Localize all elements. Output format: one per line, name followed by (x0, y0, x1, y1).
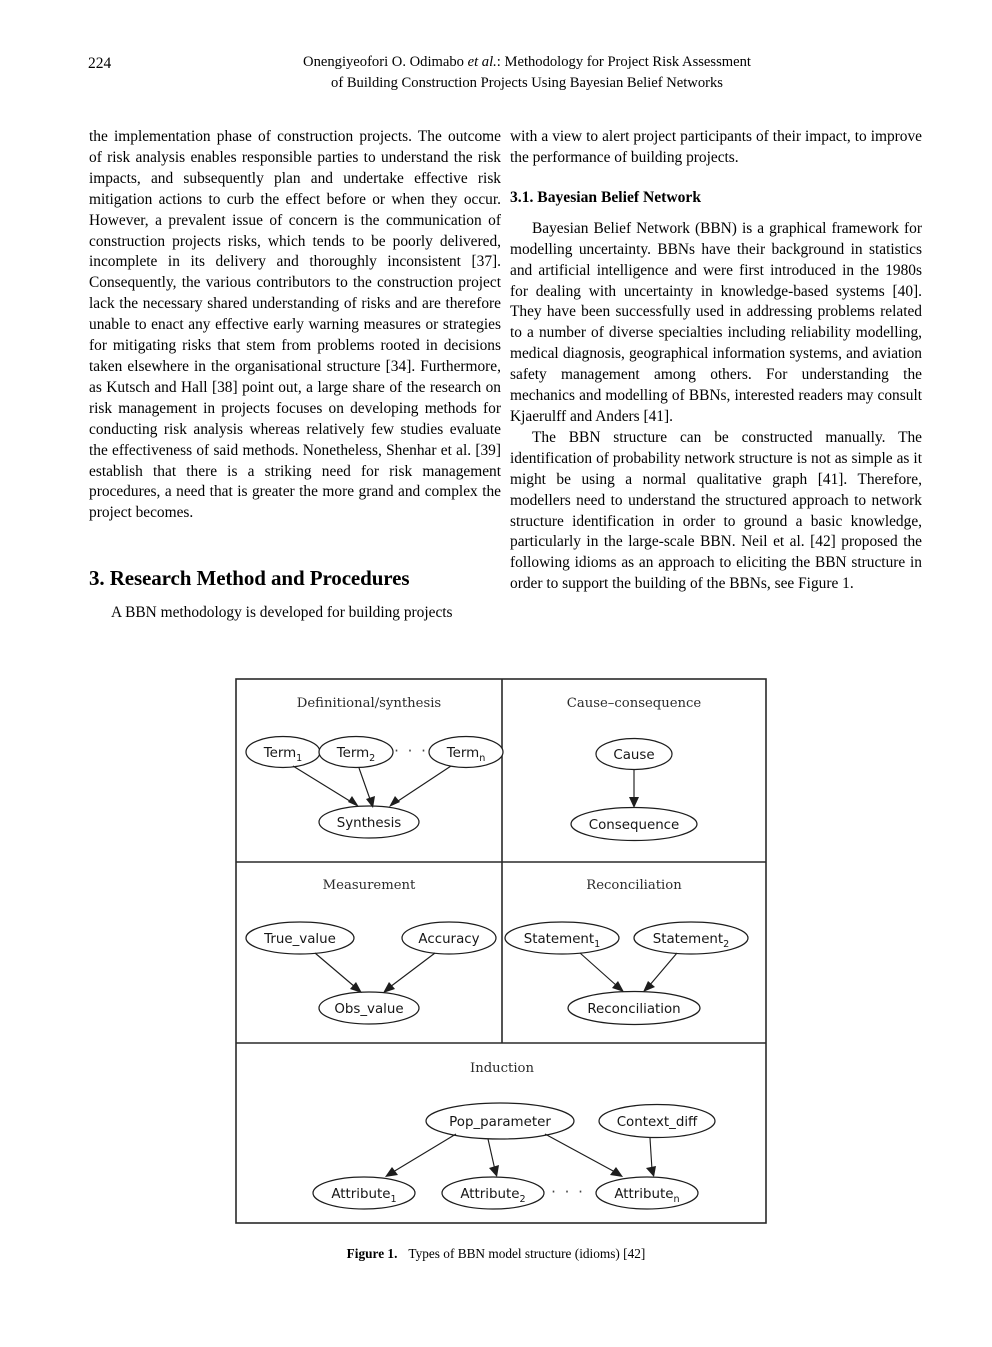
node-cause-label: Cause (613, 748, 655, 763)
panel-title-definitional-synthesis: Definitional/synthesis (296, 696, 442, 711)
arrowhead-popparameter-attribute2 (489, 1165, 499, 1177)
panel-induction (313, 1061, 715, 1209)
arrowhead-statement2-reconciliation (643, 981, 655, 992)
node-context-diff-label: Context_diff (616, 1115, 698, 1130)
arrowhead-accuracy-obsvalue (383, 982, 395, 993)
figure-1-box (225, 672, 767, 1224)
running-head-title-part: : Methodology for Project Risk Assessment (496, 54, 751, 70)
panel-5-edges (385, 1134, 656, 1177)
edge-truevalue-obsvalue (315, 953, 355, 987)
node-pop-parameter-label: Pop_parameter (449, 1115, 551, 1130)
panel-title-induction: Induction (470, 1061, 534, 1076)
right-paragraph-2: Bayesian Belief Network (BBN) is a graphical framework for modelling uncertainty. BBNs have their background in statistics and artificial intelligence and were first introduced in the 1980s for dealing with uncertainty in knowledge-based systems [40]. They have been successfully used in addressing problems related to a number of diverse specialties including reliability modelling, medical diagnosis, geographical information systems, and aviation safety management among others. For understanding the mechanics and modelling of BBNs, interested readers may consult Kjaerulff and Anders [41]. (510, 219, 922, 425)
panel-1-ellipsis: · · · (394, 742, 428, 760)
section-heading-research-method: 3. Research Method and Procedures (89, 566, 410, 591)
right-column (510, 127, 922, 595)
running-head-lines (148, 52, 906, 94)
figure-caption-number: Figure 1. (346, 1246, 398, 1261)
arrowhead-contextdiff-attributen (646, 1166, 656, 1177)
panel-title-cause-consequence: Cause–consequence (566, 696, 702, 711)
node-consequence-label: Consequence (588, 818, 680, 833)
left-paragraph-1: the implementation phase of construction projects. The outcome of risk analysis enables responsible parties to understand the risk impacts, and subsequently plan and undertake effective risk mitigation actions to curb the effect before or when they occur. However, a prevalent issue of concern is the communication of construction projects risks, which tends to be poorly delivered, incomplete in its delivery and thoroughly inconsistent [37]. Consequently, the various contributors to the construction project lack the necessary shared understanding of risks and are therefore unable to enact any effective early warning measures or strategies for mitigating risks that stem from problems rooted in decisions taken elsewhere in the organisational structure [34]. Furthermore, as Kutsch and Hall [38] point out, a large share of the research on risk management in projects focuses on developing methods for conducting risk analysis whereas relatively few studies evaluate the effectiveness of said methods. Nonetheless, Shenhar et al. [39] establish that there is a striking need for risk management procedures, a need that is greater the more grand and complex the project becomes. (89, 128, 501, 522)
arrowhead-termn-synthesis (389, 796, 400, 807)
panel-cause-consequence (567, 696, 702, 841)
edge-popparameter-attribute1 (393, 1134, 456, 1172)
running-head (88, 52, 906, 98)
panel-1-edges (293, 766, 451, 808)
edge-term1-synthesis (293, 766, 353, 803)
running-head-line-2: of Building Construction Projects Using Bayesian Belief Networks (331, 75, 723, 91)
edge-popparameter-attributen (545, 1134, 615, 1172)
edge-term2-synthesis (359, 768, 371, 802)
right-paragraph-3: The BBN structure can be constructed manually. The identification of probability network structure is not as simple as it might be using a normal qualitative graph [41]. Therefore, modellers need to understand the structured approach to network structure identification in order to ground a basic knowledge, particularly in the large-scale BBN. Neil et al. [42] proposed the following idioms as an approach to eliciting the BBN structure in order to support the building of the BBNs, see Figure 1. (510, 428, 922, 593)
running-head-line-1 (148, 52, 906, 73)
left-column (89, 127, 501, 624)
node-accuracy-label: Accuracy (418, 932, 480, 947)
figure-1 (0, 672, 992, 1224)
panel-title-measurement: Measurement (322, 878, 416, 893)
running-head-authors: Onengiyeofori O. Odimabo (303, 54, 468, 70)
panel-title-reconciliation: Reconciliation (586, 878, 682, 893)
figure-caption (0, 1245, 992, 1263)
left-paragraph-2: A BBN methodology is developed for building projects (111, 604, 453, 622)
node-term-n-label: Term$_n$ (446, 746, 486, 764)
arrowhead-cause-consequence (629, 797, 639, 808)
page-number: 224 (88, 55, 112, 72)
node-attribute-2-label: Attribute$_2$ (460, 1187, 526, 1205)
subsection-heading-bayesian-belief-network: 3.1. Bayesian Belief Network (510, 188, 702, 206)
edge-statement1-reconciliation (580, 953, 617, 986)
arrowhead-term1-synthesis (348, 796, 359, 807)
edge-contextdiff-attributen (650, 1138, 652, 1170)
edge-statement2-reconciliation (649, 953, 677, 986)
panel-5-ellipsis: · · · (551, 1183, 585, 1201)
node-true-value-label: True_value (264, 932, 336, 947)
panel-4-edges (580, 953, 677, 992)
arrowhead-popparameter-attribute1 (385, 1167, 398, 1177)
panel-definitional-synthesis (246, 696, 503, 838)
node-attribute-1-label: Attribute$_1$ (331, 1187, 397, 1205)
node-statement-2-label: Statement$_2$ (652, 932, 730, 950)
running-head-etal: et al. (467, 54, 497, 70)
edge-popparameter-attribute2 (488, 1139, 495, 1170)
figure-caption-text: Types of BBN model structure (idioms) [42] (408, 1246, 646, 1261)
node-synthesis-label: Synthesis (336, 816, 402, 831)
node-term-2-label: Term$_2$ (336, 746, 376, 764)
panel-measurement (246, 878, 496, 1024)
node-reconciliation-label: Reconciliation (587, 1002, 681, 1017)
panel-3-edges (315, 953, 435, 993)
panel-reconciliation (505, 878, 748, 1025)
node-attribute-n-label: Attribute$_n$ (614, 1187, 680, 1205)
node-term-1-label: Term$_1$ (263, 746, 303, 764)
right-paragraph-1: with a view to alert project participants of their impact, to improve the performance of building projects. (510, 128, 922, 166)
edge-accuracy-obsvalue (390, 953, 435, 987)
node-obs-value-label: Obs_value (334, 1002, 404, 1017)
node-statement-1-label: Statement$_1$ (523, 932, 601, 950)
arrowhead-popparameter-attributen (610, 1167, 623, 1177)
edge-termn-synthesis (395, 766, 451, 803)
